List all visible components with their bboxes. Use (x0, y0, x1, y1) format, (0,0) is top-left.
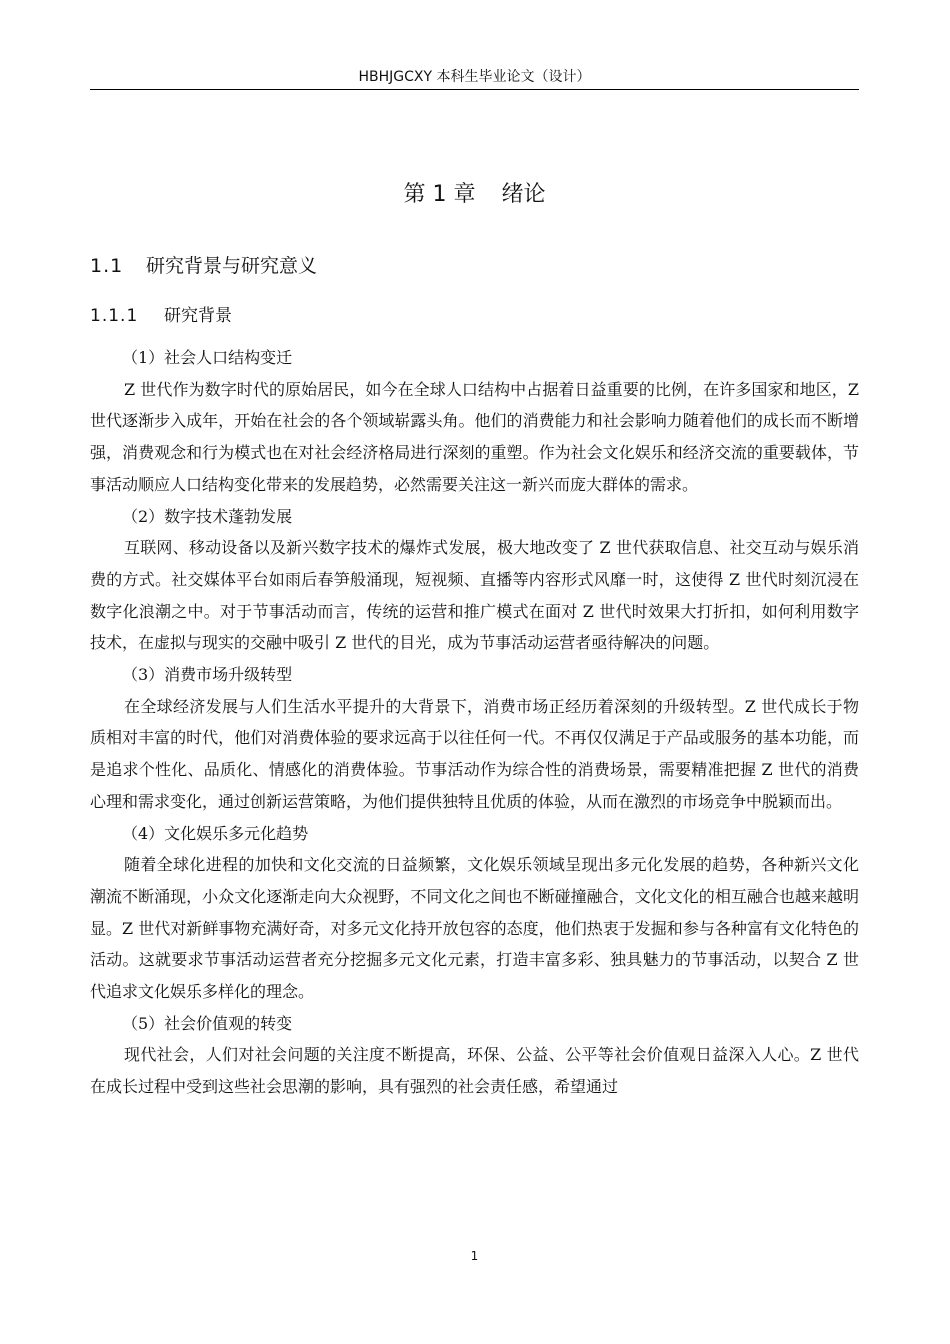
section-name: 研究背景与研究意义 (146, 255, 318, 277)
subsection-heading (90, 304, 232, 328)
point-heading: （4）文化娱乐多元化趋势 (122, 823, 309, 843)
section-heading (90, 253, 317, 279)
paragraph: Z 世代作为数字时代的原始居民，如今在全球人口结构中占据着日益重要的比例，在许多国家和地区，Z 世代逐渐步入成年，开始在社会的各个领域崭露头角。他们的消费能力和社会影响力随着他们的成长而不断增强，消费观念和行为模式也在对社会经济格局进行深刻的重塑。作为社会文化娱乐和经济交流的重要载体，节事活动顺应人口结构变化带来的发展趋势，必然需要关注这一新兴而庞大群体的需求。 (90, 379, 859, 494)
paragraph: 随着全球化进程的加快和文化交流的日益频繁，文化娱乐领域呈现出多元化发展的趋势，各种新兴文化潮流不断涌现，小众文化逐渐走向大众视野，不同文化之间也不断碰撞融合，文化文化的相互融合也越来越明显。Z 世代对新鲜事物充满好奇，对多元文化持开放包容的态度，他们热衷于发掘和参与各种富有文化特色的活动。这就要求节事活动运营者充分挖掘多元文化元素，打造丰富多彩、独具魅力的节事活动，以契合 Z 世代追求文化娱乐多样化的理念。 (90, 855, 859, 1002)
chapter-number: 第 1 章 (403, 182, 476, 207)
section-number: 1.1 (90, 255, 124, 277)
point-heading: （5）社会价值观的转变 (122, 1013, 293, 1033)
paragraph: 互联网、移动设备以及新兴数字技术的爆炸式发展，极大地改变了 Z 世代获取信息、社交互动与娱乐消费的方式。社交媒体平台如雨后春笋般涌现，短视频、直播等内容形式风靡一时，这使得 Z 世代时刻沉浸在数字化浪潮之中。对于节事活动而言，传统的运营和推广模式在面对 Z 世代时效果大打折扣，如何利用数字技术，在虚拟与现实的交融中吸引 Z 世代的目光，成为节事活动运营者亟待解决的问题。 (90, 538, 859, 653)
page-number: 1 (470, 1249, 479, 1263)
body-text (90, 342, 859, 1103)
header-rule (90, 89, 859, 90)
subsection-name: 研究背景 (164, 306, 232, 326)
chapter-title (90, 180, 859, 210)
point-heading: （1）社会人口结构变迁 (122, 348, 293, 367)
paragraph: 在全球经济发展与人们生活水平提升的大背景下，消费市场正经历着深刻的升级转型。Z 世代成长于物质相对丰富的时代，他们对消费体验的要求远高于以往任何一代。不再仅仅满足于产品或服务的基本功能，而是追求个性化、品质化、情感化的消费体验。节事活动作为综合性的消费场景，需要精准把握 Z 世代的消费心理和需求变化，通过创新运营策略，为他们提供独特且优质的体验，从而在激烈的市场竞争中脱颖而出。 (90, 696, 859, 811)
chapter-name: 绪论 (501, 182, 546, 207)
point-heading: （2）数字技术蓬勃发展 (122, 506, 293, 526)
subsection-number: 1.1.1 (90, 306, 139, 326)
paragraph: 现代社会，人们对社会问题的关注度不断提高，环保、公益、公平等社会价值观日益深入人心。Z 世代在成长过程中受到这些社会思潮的影响，具有强烈的社会责任感，希望通过 (90, 1045, 859, 1097)
point-heading: （3）消费市场升级转型 (122, 665, 293, 685)
running-header: HBHJGCXY 本科生毕业论文（设计） (358, 69, 591, 85)
